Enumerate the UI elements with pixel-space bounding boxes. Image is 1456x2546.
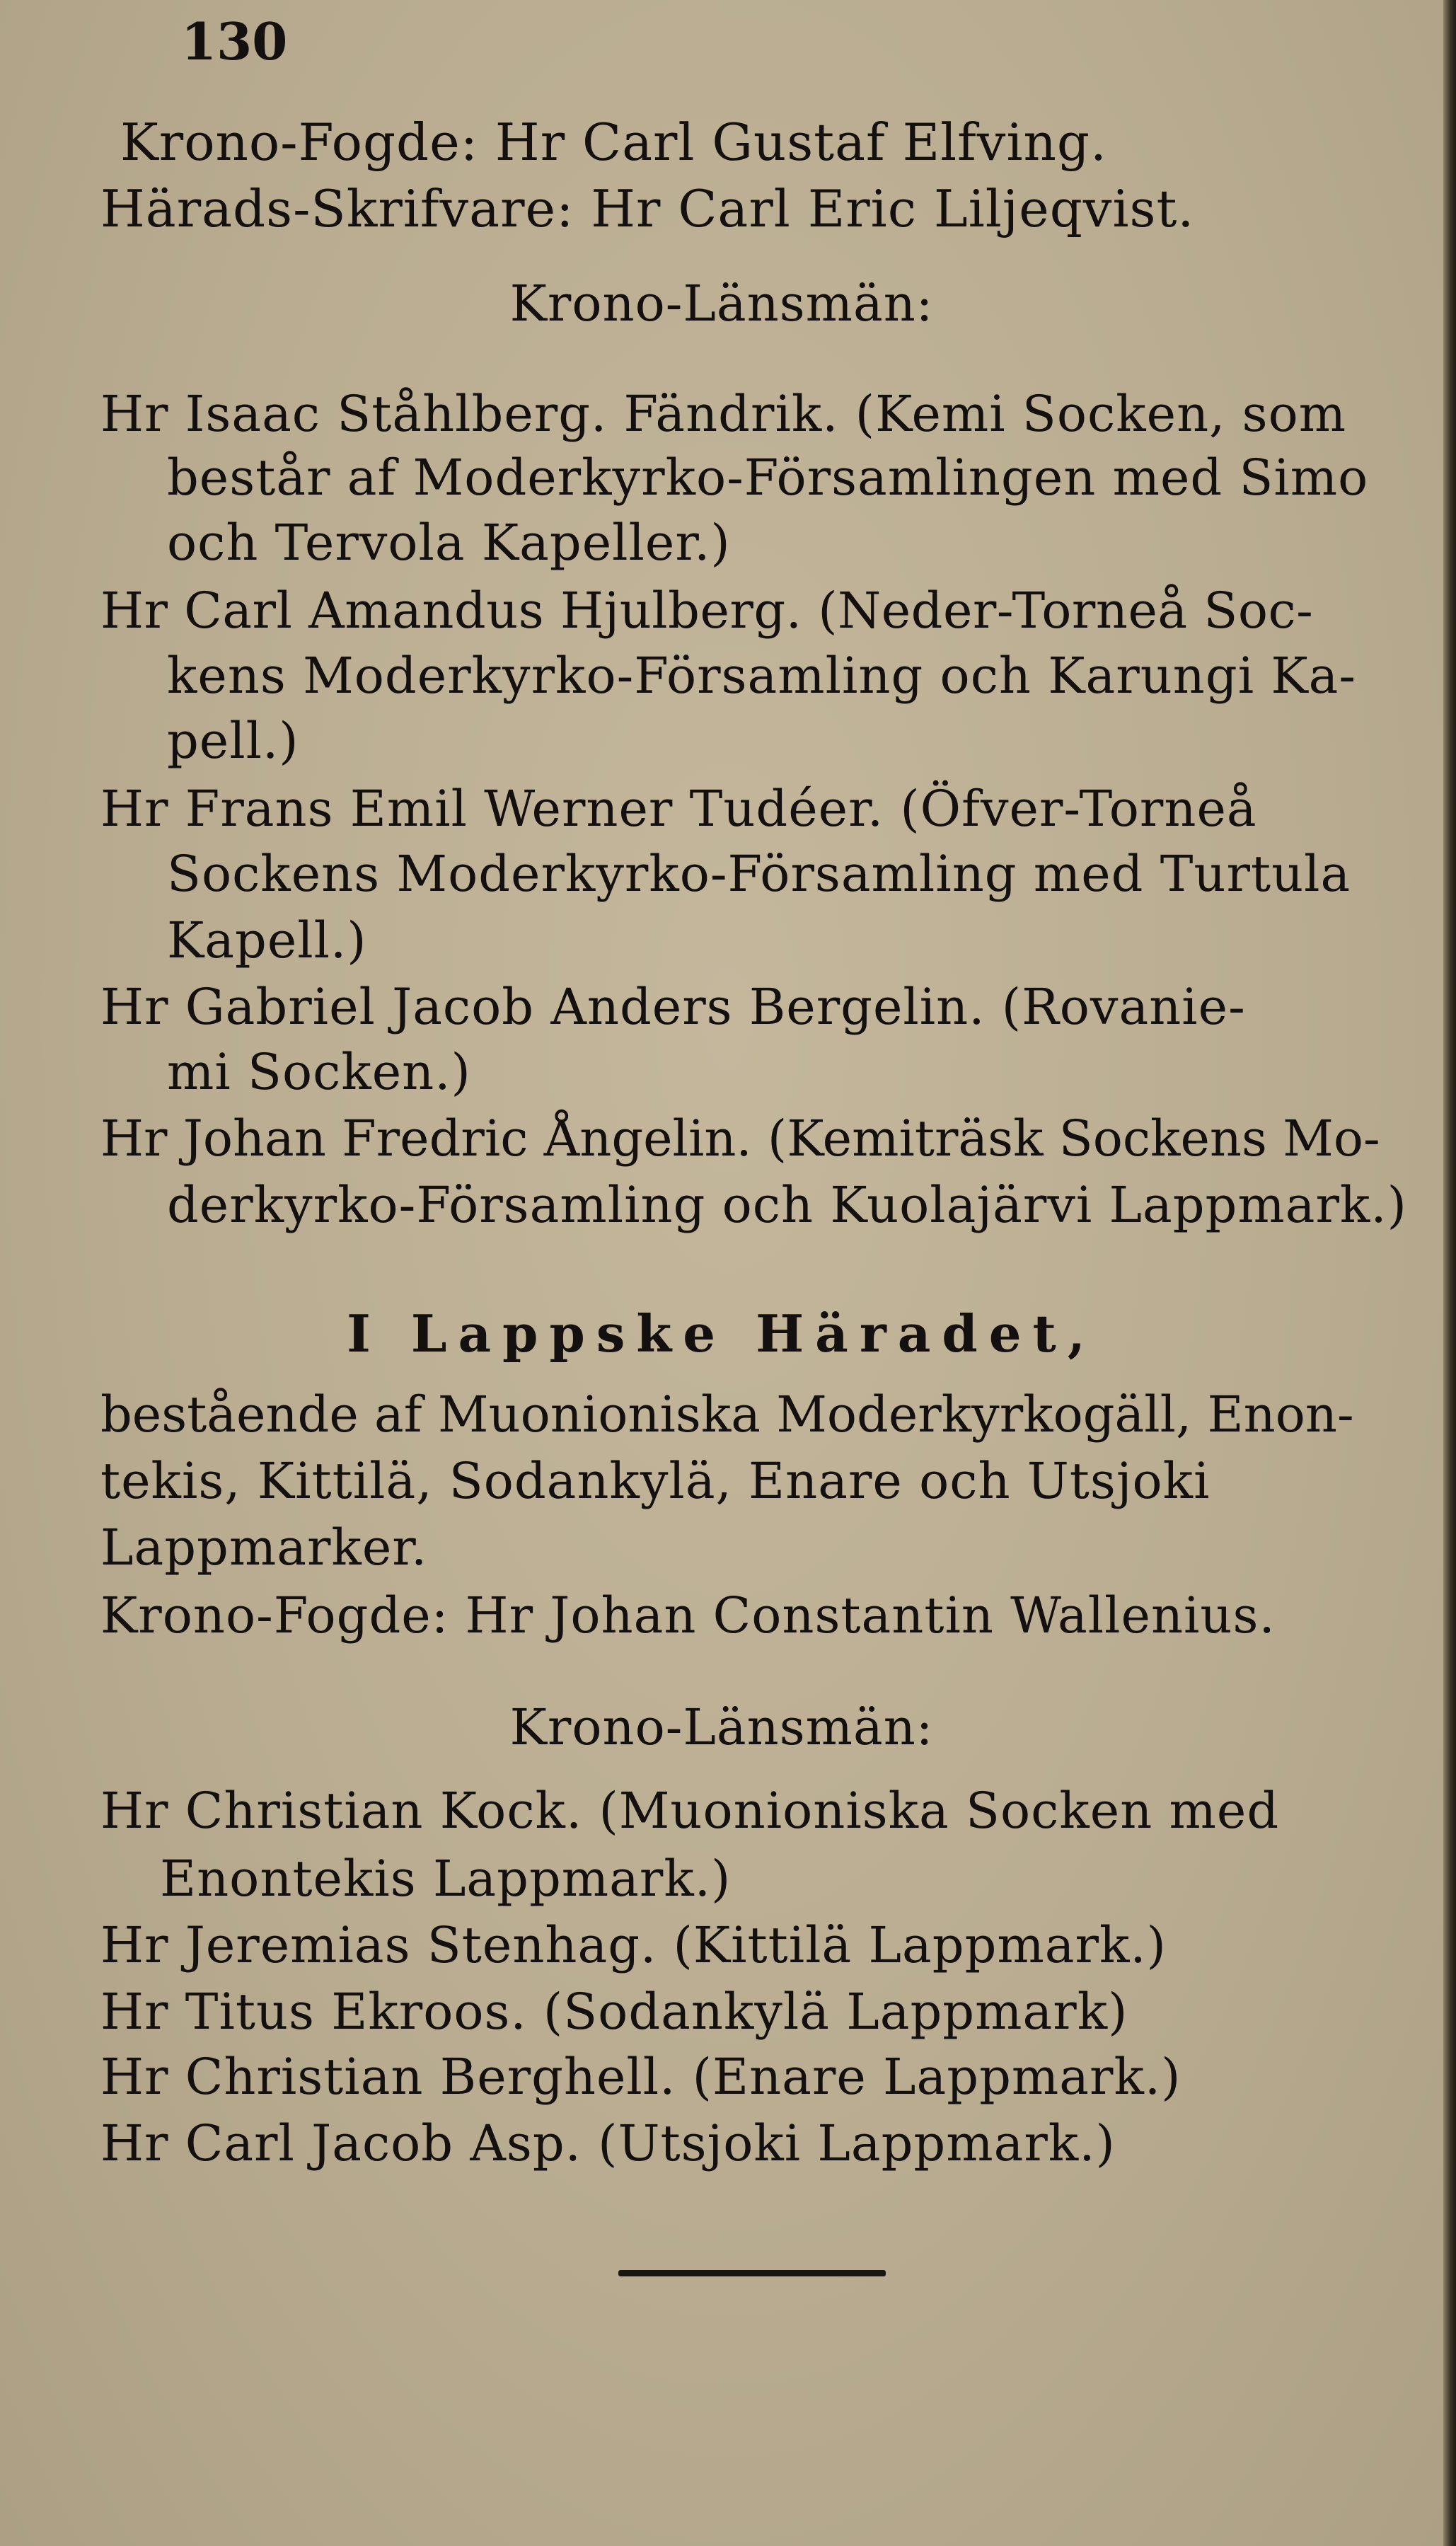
entry-line: mi Socken.) — [167, 1043, 471, 1101]
page-number: 130 — [181, 11, 288, 71]
entry-line: Enontekis Lappmark.) — [160, 1850, 732, 1908]
entry-line: och Tervola Kapeller.) — [167, 514, 731, 572]
krono-fogde-line: Krono-Fogde: Hr Carl Gustaf Elfving. — [120, 113, 1107, 172]
harads-skrifvare-line: Härads-Skrifvare: Hr Carl Eric Liljeqvist. — [100, 179, 1195, 238]
krono-lansman-heading: Krono-Länsmän: — [509, 275, 934, 333]
entry-line: Hr Carl Jacob Asp. (Utsjoki Lappmark.) — [100, 2114, 1116, 2172]
entry-line: Hr Carl Amandus Hjulberg. (Neder-Torneå Soc- — [100, 582, 1314, 640]
entry-line: Hr Johan Fredric Ångelin. (Kemiträsk Sockens Mo- — [100, 1110, 1380, 1168]
entry-line: Hr Gabriel Jacob Anders Bergelin. (Rovanie- — [100, 978, 1246, 1036]
entry-line: derkyrko-Församling och Kuolajärvi Lappmark.) — [167, 1176, 1407, 1234]
entry-line: Hr Titus Ekroos. (Sodankylä Lappmark) — [100, 1983, 1128, 2041]
krono-fogde-line: Krono-Fogde: Hr Johan Constantin Wallenius. — [100, 1586, 1276, 1644]
entry-line: Hr Christian Kock. (Muonioniska Socken med — [100, 1782, 1280, 1840]
page-edge-shadow — [1443, 0, 1456, 2546]
closing-rule — [618, 2270, 886, 2276]
entry-line: pell.) — [167, 712, 299, 770]
section-title: I Lappske Häradet, — [347, 1303, 1097, 1364]
section-description-line: Lappmarker. — [100, 1519, 428, 1577]
entry-line: Hr Jeremias Stenhag. (Kittilä Lappmark.) — [100, 1916, 1167, 1974]
krono-lansman-heading: Krono-Länsmän: — [509, 1698, 934, 1756]
entry-line: kens Moderkyrko-Församling och Karungi Ka- — [167, 647, 1357, 705]
entry-line: Hr Christian Berghell. (Enare Lappmark.) — [100, 2048, 1181, 2106]
section-description-line: tekis, Kittilä, Sodankylä, Enare och Utsjoki — [100, 1452, 1211, 1510]
section-description-line: bestående af Muonioniska Moderkyrkogäll, Enon- — [100, 1386, 1354, 1444]
entry-line: Hr Isaac Ståhlberg. Fändrik. (Kemi Socken, som — [100, 385, 1347, 443]
entry-line: Sockens Moderkyrko-Församling med Turtula — [167, 845, 1351, 903]
entry-line: består af Moderkyrko-Församlingen med Simo — [167, 449, 1369, 507]
entry-line: Hr Frans Emil Werner Tudéer. (Öfver-Torneå — [100, 780, 1257, 838]
entry-line: Kapell.) — [167, 911, 367, 969]
